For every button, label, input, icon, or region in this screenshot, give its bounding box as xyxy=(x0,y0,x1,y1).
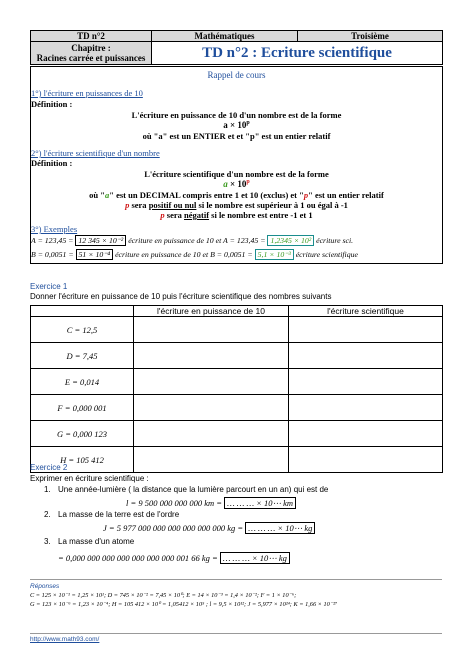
exercise1-answer-scientific[interactable] xyxy=(289,447,443,473)
footer-divider xyxy=(30,633,442,634)
level: Troisième xyxy=(298,31,443,42)
q3-equation xyxy=(58,553,290,564)
exercise1-row-label: D = 7,45 xyxy=(31,343,134,369)
example-a-lhs: A = 123,45 = xyxy=(31,236,76,245)
s2-line4-b: si le nombre est supérieur à 1 ou égal à -1 xyxy=(196,200,348,210)
s2-line4-a: sera xyxy=(129,200,149,210)
s2-line5 xyxy=(31,210,442,220)
q2-answer-box[interactable]: … … … × 10⋯ kg xyxy=(245,522,315,534)
example-a-text2: écriture sci. xyxy=(314,236,354,245)
example-b-lhs2: B = 0,0051 = xyxy=(210,250,255,259)
s2-formula-ten: 10 xyxy=(237,179,247,189)
q3-answer-box[interactable]: … … … × 10⋯ kg xyxy=(220,552,290,564)
exercise1-answer-scientific[interactable] xyxy=(289,369,443,395)
exercise1-answer-power[interactable] xyxy=(134,317,289,343)
s2-line3-p: p xyxy=(303,190,309,200)
exercise1-answer-scientific[interactable] xyxy=(289,317,443,343)
answers-line2: G = 123 × 10⁻⁶ = 1,23 × 10⁻⁴; H = 105 412 × 10⁰ = 1,05412 × 10⁵ ; l = 9,5 × 10¹²; J = 5,977 × 10²⁴; K = 1,66 × 10⁻²⁷ xyxy=(30,601,338,608)
q3-equation-lhs: = 0,000 000 000 000 000 000 000 001 66 kg = xyxy=(58,553,220,563)
example-a-scientific: 1,2345 × 10² xyxy=(267,235,314,246)
exercise1-answer-power[interactable] xyxy=(134,395,289,421)
exercise1-col2: l'écriture scientifique xyxy=(289,306,443,317)
s2-line3 xyxy=(31,190,442,200)
page-title: TD n°2 : Ecriture scientifique xyxy=(152,42,443,65)
exercise1-answer-scientific[interactable] xyxy=(289,421,443,447)
header-table xyxy=(30,30,443,65)
example-a-lhs2: A = 123,45 = xyxy=(223,236,268,245)
q3-text: La masse d'un atome xyxy=(58,537,135,546)
s2-line3-a: a xyxy=(105,190,110,200)
example-a-text1: écriture en puissance de 10 et xyxy=(126,236,224,245)
exercise1-answer-power[interactable] xyxy=(134,421,289,447)
s1-line1: L'écriture en puissance de 10 d'un nombre est de la forme xyxy=(131,110,342,120)
exercise1-instruction: Donner l'écriture en puissance de 10 puis l'écriture scientifique des nombres suivants xyxy=(30,292,332,301)
exercise1-answer-power[interactable] xyxy=(134,447,289,473)
exercise2-instruction: Exprimer en écriture scientifique : xyxy=(30,474,149,483)
exercise1-col1: l'écriture en puissance de 10 xyxy=(134,306,289,317)
exercise1-answer-power[interactable] xyxy=(134,369,289,395)
q1-equation-lhs: l = 9 500 000 000 000 km = xyxy=(126,498,225,508)
q2-text: La masse de la terre est de l'ordre xyxy=(58,510,180,519)
td-number: TD n°2 xyxy=(31,31,152,42)
rappel-box xyxy=(30,66,443,264)
answers-divider xyxy=(30,579,442,580)
exercise1-row-label: H = 105 412 xyxy=(31,447,134,473)
s2-line5-underline: négatif xyxy=(184,210,210,220)
subject: Mathématiques xyxy=(152,31,298,42)
s1-formula-p: p xyxy=(246,120,250,126)
example-b xyxy=(31,250,358,259)
exercise1-row-label: G = 0,000 123 xyxy=(31,421,134,447)
s2-line3-pre: où " xyxy=(89,190,105,200)
exercise1-answer-scientific[interactable] xyxy=(289,343,443,369)
s1-formula xyxy=(31,120,442,130)
s2-line5-a: sera xyxy=(164,210,184,220)
s2-line3-mid: " est un DECIMAL compris entre 1 et 10 (exclus) et " xyxy=(109,190,304,200)
s3-heading: 3°) Exemples xyxy=(31,224,78,234)
example-a xyxy=(31,236,353,245)
example-b-text2: écriture scientifique xyxy=(293,250,358,259)
chapter-cell xyxy=(31,42,152,65)
s1-formula-a: a × 10 xyxy=(223,120,247,130)
example-b-scientific: 5,1 × 10⁻³ xyxy=(255,249,294,260)
q2-number: 2. xyxy=(44,510,51,519)
q3-number: 3. xyxy=(44,537,51,546)
s2-formula-p: p xyxy=(246,179,250,185)
s1-heading: 1°) l'écriture en puissances de 10 xyxy=(31,88,143,98)
q1-equation xyxy=(126,498,296,509)
s1-line3: où "a" est un ENTIER et et "p" est un entier relatif xyxy=(142,131,331,141)
s2-line5-b: si le nombre est entre -1 et 1 xyxy=(209,210,313,220)
s2-definition: Définition : xyxy=(31,158,73,168)
example-b-text1: écriture en puissance de 10 et xyxy=(113,250,211,259)
example-a-power: 12 345 × 10⁻² xyxy=(75,235,126,246)
s2-line1: L'écriture scientifique d'un nombre est de la forme xyxy=(144,169,329,179)
s2-line5-p: p xyxy=(160,210,165,220)
s2-formula-times: × xyxy=(227,179,238,189)
answers-title: Réponses xyxy=(30,583,60,590)
q2-equation xyxy=(103,523,315,534)
exercise1-table xyxy=(30,305,443,473)
q1-answer-box[interactable]: … … … × 10⋯ km xyxy=(224,497,296,509)
s2-heading: 2°) l'écriture scientifique d'un nombre xyxy=(31,148,160,158)
exercise1-row-label: F = 0,000 001 xyxy=(31,395,134,421)
footer-link[interactable]: http://www.math93.com/ xyxy=(30,636,100,643)
exercise1-answer-power[interactable] xyxy=(134,343,289,369)
example-b-power: 51 × 10⁻⁴ xyxy=(76,249,114,260)
s2-line4 xyxy=(31,200,442,210)
exercise1-row-label: C = 12,5 xyxy=(31,317,134,343)
answers-line1: C = 125 × 10⁻¹ = 1,25 × 10¹; D = 745 × 10⁻² = 7,45 × 10⁰; E = 14 × 10⁻³ = 1,4 × 10⁻²; F = 1 × 10⁻⁶; xyxy=(30,592,297,599)
q1-text: Une année-lumière ( la distance que la lumière parcourt en un an) qui est de xyxy=(58,485,329,494)
s2-line3-post: " est un entier relatif xyxy=(308,190,384,200)
exercise2-title: Exercice 2 xyxy=(30,463,68,472)
s1-definition: Définition : xyxy=(31,99,73,109)
s2-line4-p: p xyxy=(125,200,130,210)
exercise1-row-label: E = 0,014 xyxy=(31,369,134,395)
s2-line4-underline: positif ou nul xyxy=(148,200,197,210)
s2-formula xyxy=(31,179,442,189)
rappel-title: Rappel de cours xyxy=(207,70,266,80)
example-b-lhs: B = 0,0051 = xyxy=(31,250,76,259)
exercise1-answer-scientific[interactable] xyxy=(289,395,443,421)
chapter-label: Chapitre : xyxy=(71,43,111,53)
exercise1-header-empty xyxy=(31,306,134,317)
q2-equation-lhs: J = 5 977 000 000 000 000 000 000 kg = xyxy=(103,523,246,533)
s2-formula-a: a xyxy=(223,179,228,189)
exercise1-title: Exercice 1 xyxy=(30,282,68,291)
q1-number: 1. xyxy=(44,485,51,494)
chapter-name: Racines carrée et puissances xyxy=(36,53,146,63)
